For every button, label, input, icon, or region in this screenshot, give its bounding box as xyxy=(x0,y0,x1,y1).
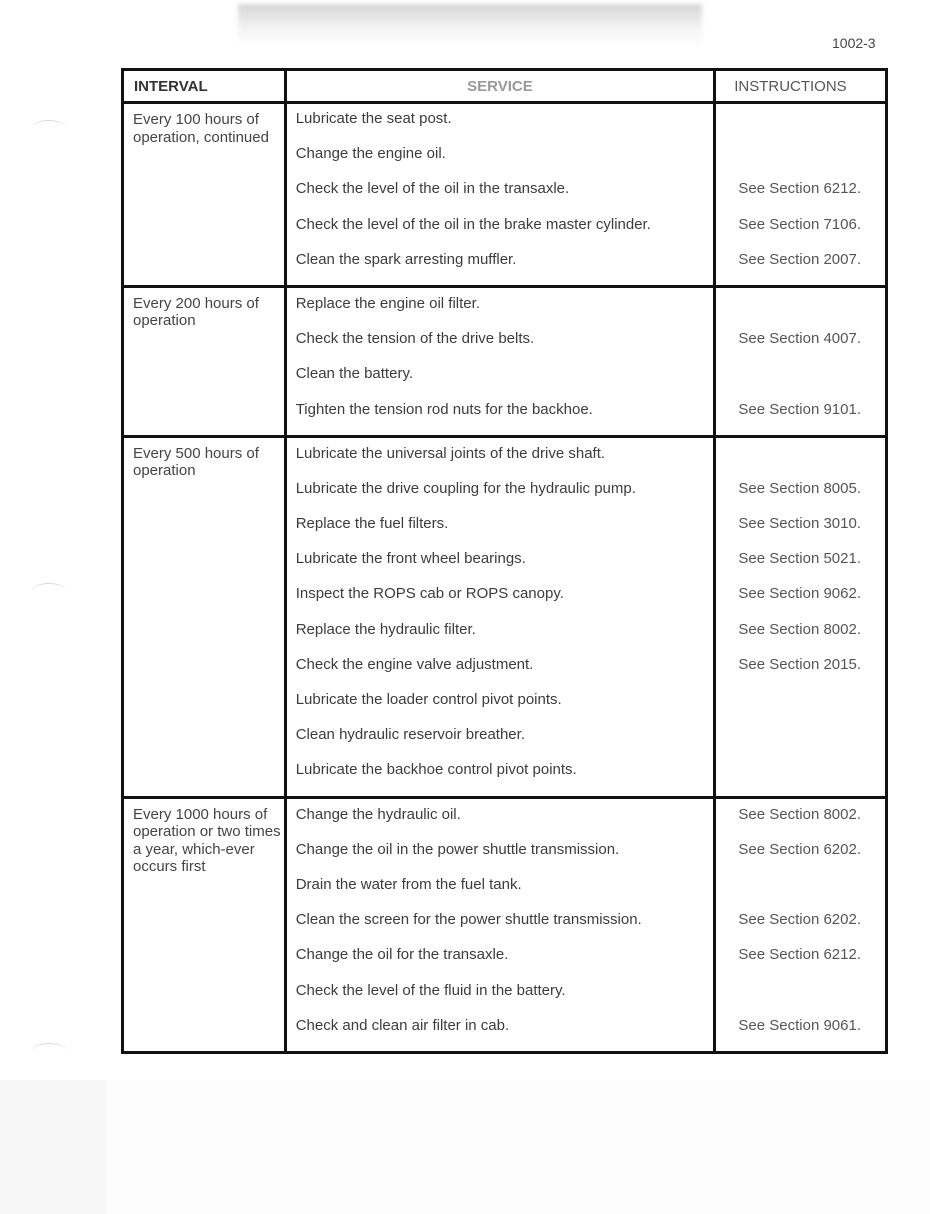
table-header-row xyxy=(123,70,887,103)
scan-shade xyxy=(106,1080,930,1214)
instruction-item xyxy=(716,981,885,1016)
service-item: Clean the battery. xyxy=(295,365,413,383)
service-cell xyxy=(285,797,714,1052)
instruction-item: See Section 6212. xyxy=(738,180,861,198)
service-item: Change the oil in the power shuttle transmission. xyxy=(295,840,620,858)
service-item: Check the level of the fluid in the battery. xyxy=(295,981,566,999)
service-item: Change the oil for the transaxle. xyxy=(295,946,509,964)
instruction-item xyxy=(716,444,885,479)
instruction-item: See Section 9061. xyxy=(738,1016,861,1034)
header-service: SERVICE xyxy=(285,70,714,103)
instruction-item xyxy=(716,760,885,795)
service-cell xyxy=(285,286,714,436)
interval-cell xyxy=(123,797,286,1052)
service-item: Tighten the tension rod nuts for the backhoe. xyxy=(295,400,593,418)
service-item: Check the level of the oil in the brake master cylinder. xyxy=(295,215,651,233)
instruction-item: See Section 4007. xyxy=(738,330,861,348)
interval-cell xyxy=(123,286,286,436)
instruction-item xyxy=(716,144,885,179)
page-number: 1002-3 xyxy=(832,35,876,51)
header-instructions: INSTRUCTIONS xyxy=(715,70,887,103)
instruction-item xyxy=(716,690,885,725)
instruction-item xyxy=(716,364,885,399)
maintenance-schedule-table xyxy=(121,68,888,1054)
service-item: Lubricate the loader control pivot points. xyxy=(295,691,562,708)
service-item: Check and clean air filter in cab. xyxy=(295,1016,510,1034)
instruction-item: See Section 6202. xyxy=(738,911,861,929)
instructions-cell xyxy=(715,103,887,287)
instruction-item: See Section 5021. xyxy=(738,550,861,568)
interval-group-1000-hours xyxy=(123,797,887,1052)
instruction-item: See Section 7106. xyxy=(738,215,861,233)
service-item: Clean hydraulic reservoir breather. xyxy=(295,726,525,744)
service-item: Change the hydraulic oil. xyxy=(295,805,461,823)
instruction-item xyxy=(716,875,885,910)
instruction-item: See Section 9062. xyxy=(738,585,861,603)
instruction-item: See Section 3010. xyxy=(738,515,861,533)
punch-hole-mark xyxy=(32,120,66,135)
instruction-item: See Section 6202. xyxy=(738,840,861,858)
punch-hole-mark xyxy=(32,583,66,598)
instruction-item: See Section 9101. xyxy=(738,400,861,418)
instruction-item: See Section 2015. xyxy=(738,655,861,673)
service-item: Check the engine valve adjustment. xyxy=(295,655,534,673)
instructions-cell xyxy=(715,436,887,797)
service-item: Change the engine oil. xyxy=(295,145,446,163)
interval-group-200-hours xyxy=(123,286,887,436)
service-item: Check the level of the oil in the transaxle. xyxy=(295,180,570,198)
service-item: Replace the engine oil filter. xyxy=(295,294,480,312)
interval-cell xyxy=(123,436,286,797)
instructions-cell xyxy=(715,286,887,436)
punch-hole-mark xyxy=(32,1043,66,1058)
service-item: Lubricate the seat post. xyxy=(295,110,452,127)
interval-text: Every 200 hours of operation xyxy=(133,294,259,330)
service-item: Clean the spark arresting muffler. xyxy=(295,250,517,268)
service-item: Replace the hydraulic filter. xyxy=(295,620,476,638)
interval-cell xyxy=(123,103,286,287)
instruction-item xyxy=(716,294,885,329)
instruction-item xyxy=(716,109,885,144)
service-item: Inspect the ROPS cab or ROPS canopy. xyxy=(295,585,564,603)
service-item: Clean the screen for the power shuttle transmission. xyxy=(295,911,642,929)
interval-group-500-hours xyxy=(123,436,887,797)
interval-text: Every 1000 hours of operation or two times a year, which-ever occurs first xyxy=(133,805,281,876)
interval-text: Every 100 hours of operation, continued xyxy=(133,111,269,146)
service-item: Check the tension of the drive belts. xyxy=(295,330,535,348)
instructions-cell xyxy=(715,797,887,1052)
header-interval: INTERVAL xyxy=(123,70,286,103)
instruction-item: See Section 2007. xyxy=(738,250,861,268)
interval-group-100-hours xyxy=(123,103,887,287)
service-cell xyxy=(285,103,714,287)
service-item: Lubricate the front wheel bearings. xyxy=(295,550,526,568)
service-item: Replace the fuel filters. xyxy=(295,515,449,533)
service-item: Drain the water from the fuel tank. xyxy=(295,875,522,893)
instruction-item xyxy=(716,725,885,760)
scan-smudge xyxy=(238,4,702,48)
service-item: Lubricate the drive coupling for the hydraulic pump. xyxy=(295,479,636,497)
interval-text: Every 500 hours of operation xyxy=(133,444,259,480)
service-item: Lubricate the backhoe control pivot points. xyxy=(295,761,577,779)
instruction-item: See Section 6212. xyxy=(738,946,861,964)
instruction-item: See Section 8002. xyxy=(738,805,861,823)
instruction-item: See Section 8005. xyxy=(738,479,861,497)
service-cell xyxy=(285,436,714,797)
scan-shade xyxy=(0,1080,106,1214)
service-item: Lubricate the universal joints of the drive shaft. xyxy=(295,444,606,462)
instruction-item: See Section 8002. xyxy=(738,620,861,638)
